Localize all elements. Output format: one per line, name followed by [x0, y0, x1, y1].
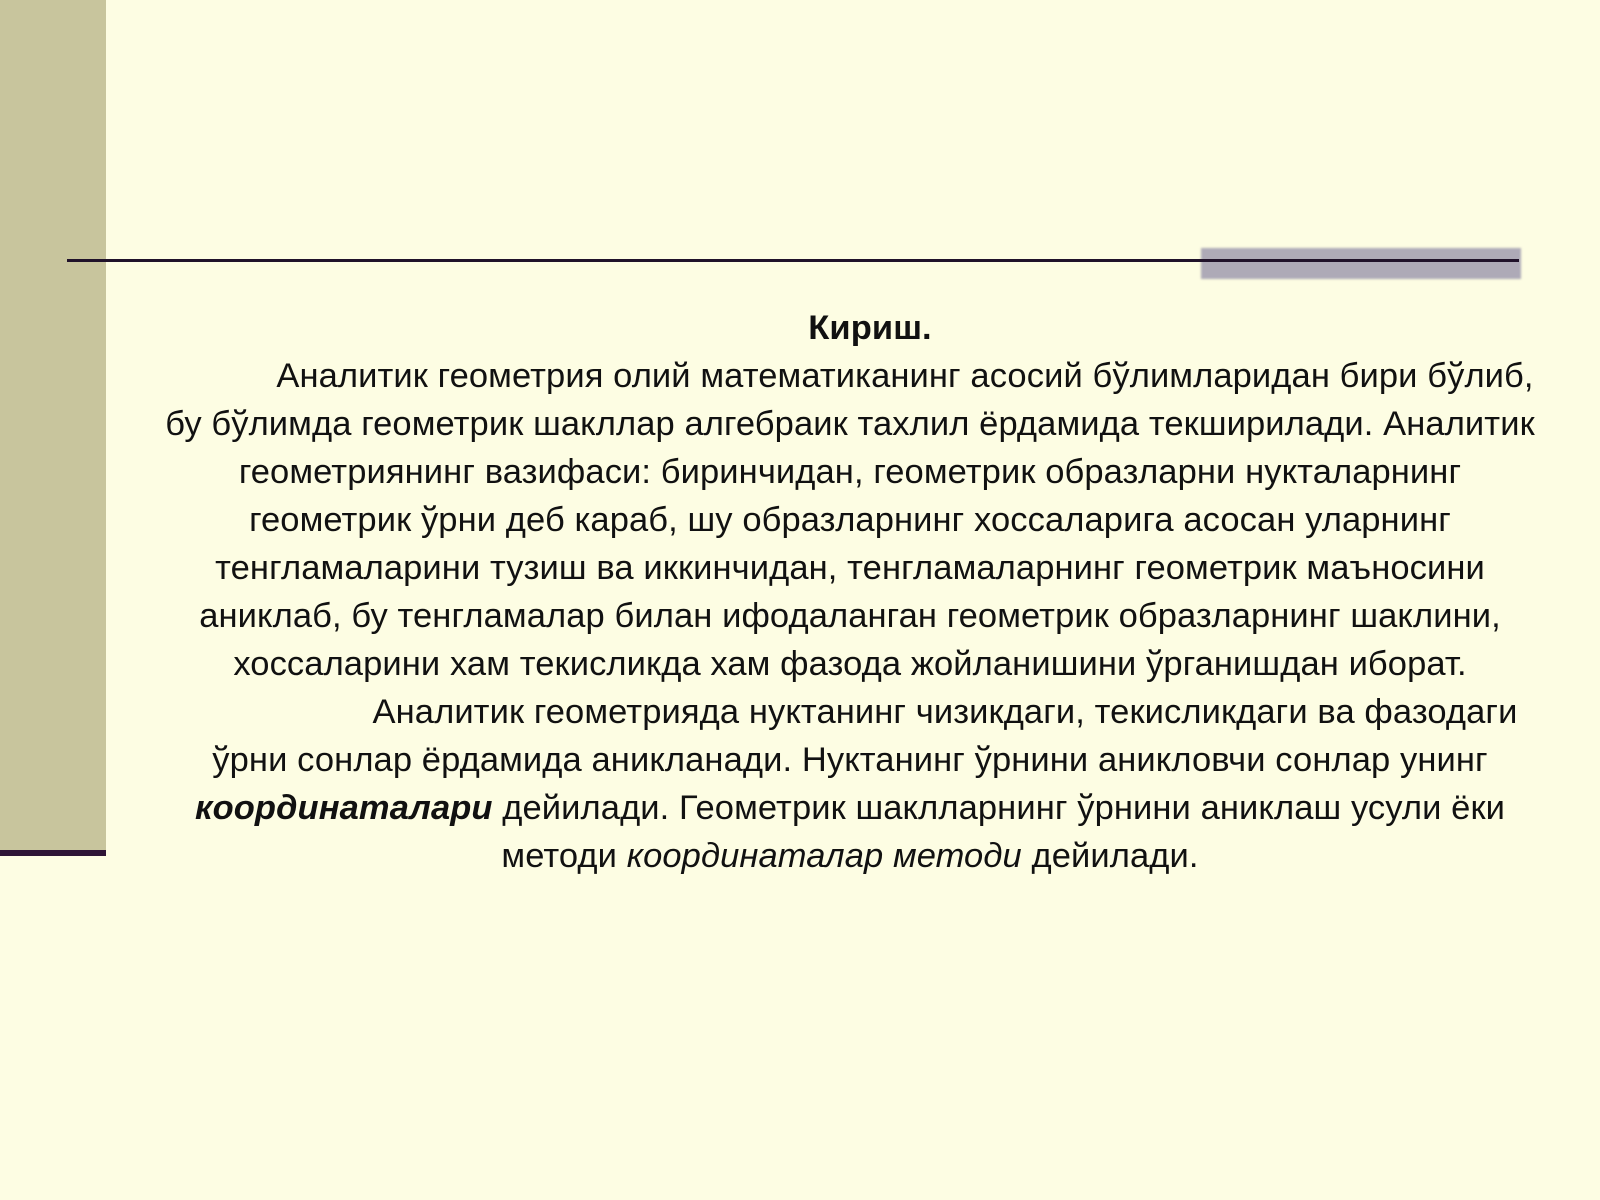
paragraph-2-text-1: Аналитик геометрияда нуктанинг чизикдаги, текисликдаги ва фазодаги ўрни сонлар ёрдамида аникланади. Нуктанинг ўрнини аникловчи сонлар унинг [212, 693, 1518, 779]
slide-content [165, 304, 1535, 880]
left-side-bar-base [0, 850, 106, 856]
slide-heading: Кириш. [808, 309, 932, 347]
rule-accent-block [1201, 248, 1521, 279]
left-side-bar [0, 0, 106, 850]
paragraph-1 [165, 352, 1535, 688]
term-coordinate-method: координаталар методи [626, 837, 1022, 875]
horizontal-rule-overlay [1201, 259, 1519, 262]
paragraph-2-text-3: дейилади. [1021, 837, 1199, 875]
paragraph-2 [165, 688, 1535, 880]
paragraph-2-text-2: дейилади. Геометрик шаклларнинг ўрнини аниклаш усули ёки методи [492, 789, 1506, 875]
paragraph-1-text: Аналитик геометрия олий математиканинг асосий бўлимларидан бири бўлиб, бу бўлимда геометрик шакллар алгебраик тахлил ёрдамида текширилади. Аналитик геометриянинг вазифаси: биринчидан, геометрик образларни нукталарнинг геометрик ўрни деб караб, шу образларнинг хоссаларига асосан уларнинг тенгламаларини тузиш ва иккинчидан, тенгламаларнинг геометрик маъносини аниклаб, бу тенгламалар билан ифодаланган геометрик образларнинг шаклини, хоссаларини хам текисликда хам фазода жойланишини ўрганишдан иборат. [165, 357, 1535, 683]
term-coordinates: координаталари [194, 789, 493, 827]
